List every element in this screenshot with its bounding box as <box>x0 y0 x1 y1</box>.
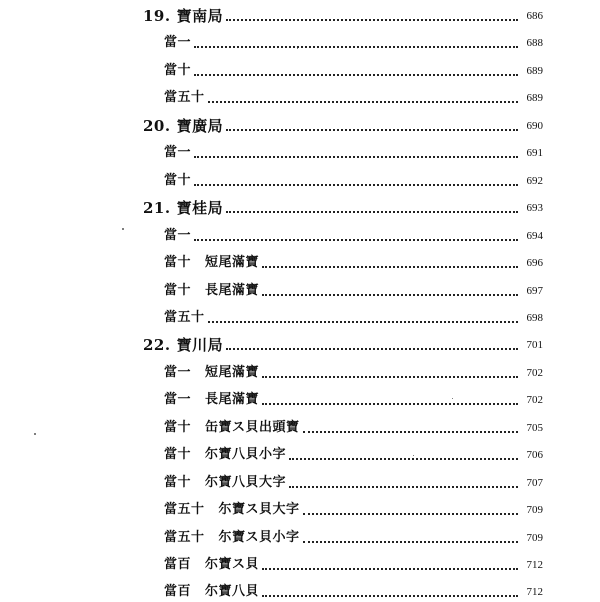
dot-leader <box>208 101 518 103</box>
toc-entry-row <box>164 500 543 520</box>
toc-entry-row <box>164 281 543 301</box>
toc-entry-row <box>164 418 543 438</box>
toc-label <box>164 281 259 301</box>
toc-label <box>164 555 259 575</box>
toc-entry-row <box>164 363 543 383</box>
dot-leader <box>194 156 518 158</box>
toc-entry-row <box>164 61 543 81</box>
toc-entry-row <box>164 445 543 465</box>
dot-leader <box>194 74 518 76</box>
toc-entry-row <box>164 555 543 575</box>
toc-label <box>164 390 259 410</box>
entry-subtitle: 長尾滿寶 <box>205 392 260 407</box>
entry-subtitle: 尓寶八貝小字 <box>205 447 287 462</box>
toc-label <box>164 363 259 383</box>
dot-leader <box>289 486 518 488</box>
page-number: 698 <box>526 312 543 324</box>
toc-label <box>164 445 286 465</box>
toc-entry-row <box>164 226 543 246</box>
section-title: 寶廣局 <box>176 117 224 135</box>
entry-title: 當五十 <box>164 530 205 545</box>
page-number: 709 <box>526 532 543 544</box>
entry-subtitle: 尓寶ス貝 <box>205 557 260 572</box>
section-number: 19. <box>143 7 171 25</box>
toc-entry-row <box>164 308 543 328</box>
toc-label <box>164 33 191 53</box>
dot-leader <box>194 184 518 186</box>
toc-entry-row <box>164 528 543 548</box>
page-number: 702 <box>526 367 543 379</box>
section-title: 寶南局 <box>176 7 224 25</box>
toc-entry-row <box>164 143 543 163</box>
page-number: 693 <box>526 202 543 214</box>
toc-label <box>164 418 300 438</box>
dot-leader <box>303 513 518 515</box>
section-title: 寶桂局 <box>176 199 224 217</box>
toc-label <box>164 253 259 273</box>
entry-subtitle: 短尾滿寶 <box>205 255 260 270</box>
entry-title: 當十 <box>164 255 192 270</box>
dot-leader <box>194 239 518 241</box>
section-number: 20. <box>143 117 171 135</box>
entry-subtitle: 尓寶八貝大字 <box>205 475 287 490</box>
entry-title: 當十 <box>164 420 192 435</box>
section-number: 21. <box>143 199 171 217</box>
dot-leader <box>226 129 518 131</box>
toc-label <box>164 500 300 520</box>
page-number: 689 <box>526 92 543 104</box>
entry-title: 當五十 <box>164 90 205 105</box>
toc-label <box>164 582 259 602</box>
page-number: 689 <box>526 65 543 77</box>
page-number: 694 <box>526 230 543 242</box>
entry-subtitle: 短尾滿寶 <box>205 365 260 380</box>
entry-title: 當十 <box>164 173 192 188</box>
toc-entry-row <box>164 473 543 493</box>
toc-entry-row <box>164 253 543 273</box>
toc-entry-row <box>164 171 543 191</box>
page-number: 705 <box>526 422 543 434</box>
scan-speck <box>34 433 36 435</box>
dot-leader <box>262 403 518 405</box>
page-number: 707 <box>526 477 543 489</box>
toc-label <box>143 335 223 355</box>
toc-entry-row <box>164 390 543 410</box>
page-number: 697 <box>526 285 543 297</box>
toc-entry-row <box>164 88 543 108</box>
entry-title: 當百 <box>164 557 192 572</box>
dot-leader <box>226 19 518 21</box>
toc-section-row <box>143 335 543 355</box>
entry-subtitle: 尓寶ス貝大字 <box>218 502 300 517</box>
dot-leader <box>303 541 518 543</box>
toc-label <box>164 143 191 163</box>
page-number: 709 <box>526 504 543 516</box>
page-number: 690 <box>526 120 543 132</box>
toc-entry-row <box>164 33 543 53</box>
page-number: 701 <box>526 339 543 351</box>
toc-section-row <box>143 198 543 218</box>
scan-speck <box>122 228 124 230</box>
dot-leader <box>262 595 518 597</box>
section-title: 寶川局 <box>176 336 224 354</box>
dot-leader <box>226 211 518 213</box>
dot-leader <box>289 458 518 460</box>
entry-subtitle: 尓寶ス貝小字 <box>218 530 300 545</box>
toc-label <box>164 308 205 328</box>
page-number: 686 <box>526 10 543 22</box>
toc-label <box>164 88 205 108</box>
entry-title: 當百 <box>164 584 192 599</box>
entry-title: 當五十 <box>164 502 205 517</box>
page-number: 702 <box>526 394 543 406</box>
page-number: 712 <box>526 559 543 571</box>
dot-leader <box>226 348 518 350</box>
toc-label <box>164 171 191 191</box>
dot-leader <box>262 568 518 570</box>
entry-title: 當一 <box>164 145 192 160</box>
toc-label <box>143 198 223 218</box>
entry-subtitle: 長尾滿寶 <box>205 283 260 298</box>
scan-speck <box>297 48 298 49</box>
toc-label <box>164 473 286 493</box>
toc-entry-row <box>164 582 543 602</box>
entry-title: 當五十 <box>164 310 205 325</box>
toc-label <box>143 116 223 136</box>
dot-leader <box>262 266 518 268</box>
entry-title: 當一 <box>164 35 192 50</box>
page-number: 696 <box>526 257 543 269</box>
page-number: 706 <box>526 449 543 461</box>
dot-leader <box>262 376 518 378</box>
dot-leader <box>208 321 518 323</box>
toc-label <box>164 61 191 81</box>
toc-label <box>164 226 191 246</box>
scan-speck <box>452 398 453 399</box>
entry-title: 當十 <box>164 63 192 78</box>
dot-leader <box>262 294 518 296</box>
entry-title: 當一 <box>164 392 192 407</box>
toc-section-row <box>143 6 543 26</box>
entry-title: 當一 <box>164 228 192 243</box>
entry-title: 當一 <box>164 365 192 380</box>
page-number: 712 <box>526 586 543 598</box>
page-number: 692 <box>526 175 543 187</box>
toc-label <box>164 528 300 548</box>
toc-section-row <box>143 116 543 136</box>
scan-speck <box>413 455 414 456</box>
entry-subtitle: 缶寶ス貝出頭寶 <box>205 420 300 435</box>
dot-leader <box>194 46 518 48</box>
entry-title: 當十 <box>164 283 192 298</box>
toc-label <box>143 6 223 26</box>
page-number: 691 <box>526 147 543 159</box>
section-number: 22. <box>143 336 171 354</box>
dot-leader <box>303 431 518 433</box>
entry-title: 當十 <box>164 475 192 490</box>
entry-subtitle: 尓寶八貝 <box>205 584 260 599</box>
entry-title: 當十 <box>164 447 192 462</box>
page-number: 688 <box>526 37 543 49</box>
